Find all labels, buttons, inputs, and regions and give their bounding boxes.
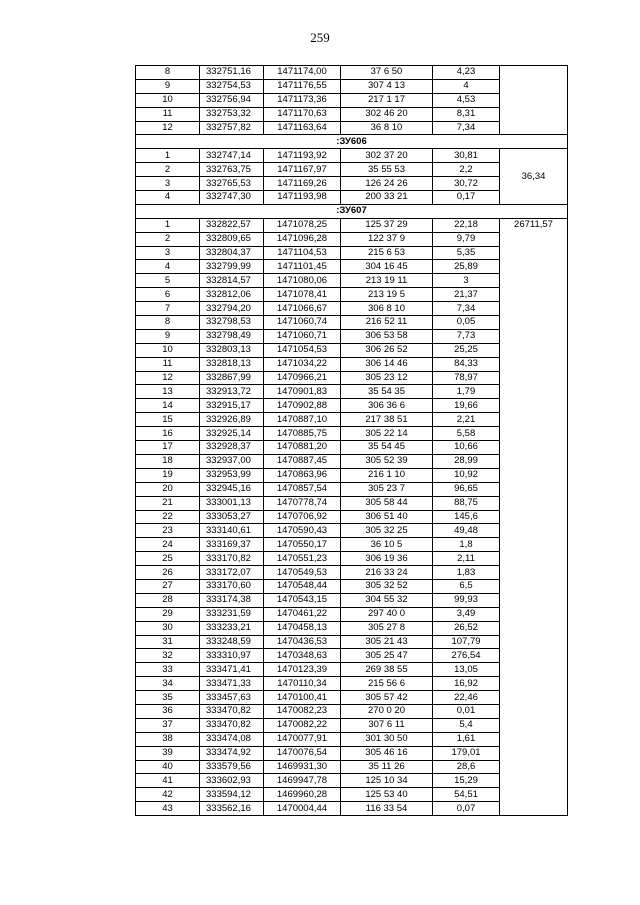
bearing-cell: 306 51 40 [341, 510, 433, 524]
bearing-cell: 305 58 44 [341, 496, 433, 510]
point-number-cell: 15 [136, 413, 200, 427]
point-number-cell: 25 [136, 552, 200, 566]
x-coordinate-cell: 332804,37 [200, 246, 264, 260]
bearing-cell: 301 30 50 [341, 732, 433, 746]
bearing-cell: 37 6 50 [341, 66, 433, 80]
distance-cell: 16,92 [433, 677, 500, 691]
distance-cell: 1,79 [433, 385, 500, 399]
bearing-cell: 307 6 11 [341, 718, 433, 732]
point-number-cell: 9 [136, 79, 200, 93]
point-number-cell: 1 [136, 218, 200, 232]
distance-cell: 4 [433, 79, 500, 93]
point-number-cell: 36 [136, 704, 200, 718]
bearing-cell: 305 52 39 [341, 454, 433, 468]
y-coordinate-cell: 1471163,64 [264, 121, 341, 135]
x-coordinate-cell: 332803,13 [200, 343, 264, 357]
bearing-cell: 35 11 26 [341, 760, 433, 774]
y-coordinate-cell: 1471167,97 [264, 163, 341, 177]
x-coordinate-cell: 333562,16 [200, 802, 264, 816]
bearing-cell: 213 19 11 [341, 274, 433, 288]
bearing-cell: 305 22 14 [341, 427, 433, 441]
y-coordinate-cell: 1471170,63 [264, 107, 341, 121]
distance-cell: 145,6 [433, 510, 500, 524]
distance-cell: 88,75 [433, 496, 500, 510]
section-header-row [136, 135, 568, 149]
y-coordinate-cell: 1470863,96 [264, 468, 341, 482]
point-number-cell: 27 [136, 579, 200, 593]
bearing-cell: 305 32 25 [341, 524, 433, 538]
distance-cell: 1,83 [433, 566, 500, 580]
y-coordinate-cell: 1470885,75 [264, 427, 341, 441]
x-coordinate-cell: 333594,12 [200, 788, 264, 802]
point-number-cell: 40 [136, 760, 200, 774]
y-coordinate-cell: 1470551,23 [264, 552, 341, 566]
distance-cell: 28,99 [433, 454, 500, 468]
x-coordinate-cell: 333233,21 [200, 621, 264, 635]
bearing-cell: 306 53 58 [341, 329, 433, 343]
y-coordinate-cell: 1470778,74 [264, 496, 341, 510]
x-coordinate-cell: 333172,07 [200, 566, 264, 580]
point-number-cell: 5 [136, 274, 200, 288]
bearing-cell: 305 21 43 [341, 635, 433, 649]
point-number-cell: 35 [136, 691, 200, 705]
point-number-cell: 3 [136, 177, 200, 191]
x-coordinate-cell: 332747,14 [200, 149, 264, 163]
x-coordinate-cell: 332915,17 [200, 399, 264, 413]
point-number-cell: 41 [136, 774, 200, 788]
point-number-cell: 2 [136, 232, 200, 246]
point-number-cell: 13 [136, 385, 200, 399]
point-number-cell: 33 [136, 663, 200, 677]
distance-cell: 30,72 [433, 177, 500, 191]
y-coordinate-cell: 1470887,10 [264, 413, 341, 427]
distance-cell: 7,73 [433, 329, 500, 343]
y-coordinate-cell: 1470458,13 [264, 621, 341, 635]
y-coordinate-cell: 1470590,43 [264, 524, 341, 538]
bearing-cell: 305 23 12 [341, 371, 433, 385]
y-coordinate-cell: 1470966,21 [264, 371, 341, 385]
point-number-cell: 30 [136, 621, 200, 635]
point-number-cell: 4 [136, 260, 200, 274]
x-coordinate-cell: 333310,97 [200, 649, 264, 663]
x-coordinate-cell: 333474,92 [200, 746, 264, 760]
y-coordinate-cell: 1471174,00 [264, 66, 341, 80]
point-number-cell: 6 [136, 288, 200, 302]
point-number-cell: 12 [136, 371, 200, 385]
point-number-cell: 32 [136, 649, 200, 663]
point-number-cell: 42 [136, 788, 200, 802]
bearing-cell: 306 19 36 [341, 552, 433, 566]
x-coordinate-cell: 333169,37 [200, 538, 264, 552]
y-coordinate-cell: 1471176,55 [264, 79, 341, 93]
distance-cell: 1,8 [433, 538, 500, 552]
distance-cell: 99,93 [433, 593, 500, 607]
point-number-cell: 10 [136, 343, 200, 357]
x-coordinate-cell: 332926,89 [200, 413, 264, 427]
y-coordinate-cell: 1470348,63 [264, 649, 341, 663]
distance-cell: 25,25 [433, 343, 500, 357]
x-coordinate-cell: 333053,27 [200, 510, 264, 524]
bearing-cell: 122 37 9 [341, 232, 433, 246]
x-coordinate-cell: 332751,16 [200, 66, 264, 80]
bearing-cell: 302 46 20 [341, 107, 433, 121]
y-coordinate-cell: 1470706,92 [264, 510, 341, 524]
x-coordinate-cell: 333001,13 [200, 496, 264, 510]
y-coordinate-cell: 1470461,22 [264, 607, 341, 621]
point-number-cell: 38 [136, 732, 200, 746]
bearing-cell: 35 54 45 [341, 441, 433, 455]
point-number-cell: 34 [136, 677, 200, 691]
distance-cell: 276,54 [433, 649, 500, 663]
distance-cell: 179,01 [433, 746, 500, 760]
y-coordinate-cell: 1471173,36 [264, 93, 341, 107]
y-coordinate-cell: 1469960,28 [264, 788, 341, 802]
x-coordinate-cell: 332812,06 [200, 288, 264, 302]
x-coordinate-cell: 333170,82 [200, 552, 264, 566]
point-number-cell: 37 [136, 718, 200, 732]
distance-cell: 0,17 [433, 191, 500, 205]
point-number-cell: 10 [136, 93, 200, 107]
bearing-cell: 305 25 47 [341, 649, 433, 663]
y-coordinate-cell: 1470436,53 [264, 635, 341, 649]
x-coordinate-cell: 332753,32 [200, 107, 264, 121]
point-number-cell: 26 [136, 566, 200, 580]
distance-cell: 28,6 [433, 760, 500, 774]
distance-cell: 2,2 [433, 163, 500, 177]
y-coordinate-cell: 1471078,25 [264, 218, 341, 232]
distance-cell: 3 [433, 274, 500, 288]
x-coordinate-cell: 333579,56 [200, 760, 264, 774]
distance-cell: 5,4 [433, 718, 500, 732]
y-coordinate-cell: 1471054,53 [264, 343, 341, 357]
point-number-cell: 17 [136, 441, 200, 455]
y-coordinate-cell: 1470123,39 [264, 663, 341, 677]
x-coordinate-cell: 332794,20 [200, 302, 264, 316]
x-coordinate-cell: 332818,13 [200, 357, 264, 371]
y-coordinate-cell: 1470077,91 [264, 732, 341, 746]
point-number-cell: 28 [136, 593, 200, 607]
coordinates-table [135, 65, 568, 816]
bearing-cell: 35 55 53 [341, 163, 433, 177]
table-row [136, 66, 568, 80]
distance-cell: 107,79 [433, 635, 500, 649]
y-coordinate-cell: 1470110,34 [264, 677, 341, 691]
section-header-row [136, 204, 568, 218]
distance-cell: 22,18 [433, 218, 500, 232]
point-number-cell: 8 [136, 66, 200, 80]
bearing-cell: 215 6 53 [341, 246, 433, 260]
point-number-cell: 29 [136, 607, 200, 621]
y-coordinate-cell: 1470887,45 [264, 454, 341, 468]
x-coordinate-cell: 332814,57 [200, 274, 264, 288]
y-coordinate-cell: 1470901,83 [264, 385, 341, 399]
y-coordinate-cell: 1471169,26 [264, 177, 341, 191]
y-coordinate-cell: 1470076,54 [264, 746, 341, 760]
bearing-cell: 217 38 51 [341, 413, 433, 427]
y-coordinate-cell: 1471104,53 [264, 246, 341, 260]
distance-cell: 4,23 [433, 66, 500, 80]
y-coordinate-cell: 1471060,71 [264, 329, 341, 343]
bearing-cell: 297 40 0 [341, 607, 433, 621]
distance-cell: 54,51 [433, 788, 500, 802]
bearing-cell: 304 16 45 [341, 260, 433, 274]
distance-cell: 3,49 [433, 607, 500, 621]
y-coordinate-cell: 1470543,15 [264, 593, 341, 607]
x-coordinate-cell: 332747,30 [200, 191, 264, 205]
bearing-cell: 125 53 40 [341, 788, 433, 802]
x-coordinate-cell: 332937,00 [200, 454, 264, 468]
point-number-cell: 19 [136, 468, 200, 482]
area-cell: 36,34 [500, 149, 568, 205]
point-number-cell: 23 [136, 524, 200, 538]
bearing-cell: 269 38 55 [341, 663, 433, 677]
point-number-cell: 31 [136, 635, 200, 649]
y-coordinate-cell: 1471060,74 [264, 316, 341, 330]
x-coordinate-cell: 333231,59 [200, 607, 264, 621]
bearing-cell: 305 27 8 [341, 621, 433, 635]
y-coordinate-cell: 1471101,45 [264, 260, 341, 274]
area-cell: 26711,57 [500, 218, 568, 815]
distance-cell: 10,92 [433, 468, 500, 482]
bearing-cell: 306 36 6 [341, 399, 433, 413]
area-cell [500, 66, 568, 135]
distance-cell: 9,79 [433, 232, 500, 246]
bearing-cell: 116 33 54 [341, 802, 433, 816]
bearing-cell: 215 56 6 [341, 677, 433, 691]
distance-cell: 21,37 [433, 288, 500, 302]
bearing-cell: 305 46 16 [341, 746, 433, 760]
bearing-cell: 216 1 10 [341, 468, 433, 482]
point-number-cell: 1 [136, 149, 200, 163]
x-coordinate-cell: 333602,93 [200, 774, 264, 788]
x-coordinate-cell: 333474,08 [200, 732, 264, 746]
y-coordinate-cell: 1471078,41 [264, 288, 341, 302]
x-coordinate-cell: 332913,72 [200, 385, 264, 399]
x-coordinate-cell: 332953,99 [200, 468, 264, 482]
distance-cell: 4,53 [433, 93, 500, 107]
bearing-cell: 306 8 10 [341, 302, 433, 316]
distance-cell: 6,5 [433, 579, 500, 593]
distance-cell: 84,33 [433, 357, 500, 371]
distance-cell: 5,58 [433, 427, 500, 441]
distance-cell: 8,31 [433, 107, 500, 121]
x-coordinate-cell: 332763,75 [200, 163, 264, 177]
bearing-cell: 36 10 5 [341, 538, 433, 552]
bearing-cell: 306 14 46 [341, 357, 433, 371]
point-number-cell: 20 [136, 482, 200, 496]
x-coordinate-cell: 332925,14 [200, 427, 264, 441]
y-coordinate-cell: 1470881,20 [264, 441, 341, 455]
point-number-cell: 8 [136, 316, 200, 330]
x-coordinate-cell: 332945,16 [200, 482, 264, 496]
x-coordinate-cell: 332765,53 [200, 177, 264, 191]
bearing-cell: 36 8 10 [341, 121, 433, 135]
bearing-cell: 200 33 21 [341, 191, 433, 205]
y-coordinate-cell: 1470550,17 [264, 538, 341, 552]
distance-cell: 96,65 [433, 482, 500, 496]
point-number-cell: 11 [136, 107, 200, 121]
bearing-cell: 125 10 34 [341, 774, 433, 788]
bearing-cell: 270 0 20 [341, 704, 433, 718]
x-coordinate-cell: 332809,65 [200, 232, 264, 246]
point-number-cell: 12 [136, 121, 200, 135]
y-coordinate-cell: 1469947,78 [264, 774, 341, 788]
bearing-cell: 305 23 7 [341, 482, 433, 496]
x-coordinate-cell: 333140,61 [200, 524, 264, 538]
y-coordinate-cell: 1470100,41 [264, 691, 341, 705]
bearing-cell: 217 1 17 [341, 93, 433, 107]
y-coordinate-cell: 1470548,44 [264, 579, 341, 593]
point-number-cell: 18 [136, 454, 200, 468]
x-coordinate-cell: 332798,49 [200, 329, 264, 343]
y-coordinate-cell: 1471080,06 [264, 274, 341, 288]
bearing-cell: 304 55 32 [341, 593, 433, 607]
y-coordinate-cell: 1471096,28 [264, 232, 341, 246]
distance-cell: 10,66 [433, 441, 500, 455]
bearing-cell: 35 54 35 [341, 385, 433, 399]
page-number: 259 [310, 30, 330, 45]
distance-cell: 7,34 [433, 302, 500, 316]
bearing-cell: 307 4 13 [341, 79, 433, 93]
point-number-cell: 16 [136, 427, 200, 441]
point-number-cell: 2 [136, 163, 200, 177]
distance-cell: 15,29 [433, 774, 500, 788]
distance-cell: 7,34 [433, 121, 500, 135]
distance-cell: 0,07 [433, 802, 500, 816]
x-coordinate-cell: 333248,59 [200, 635, 264, 649]
distance-cell: 49,48 [433, 524, 500, 538]
y-coordinate-cell: 1471193,92 [264, 149, 341, 163]
x-coordinate-cell: 332798,53 [200, 316, 264, 330]
bearing-cell: 302 37 20 [341, 149, 433, 163]
y-coordinate-cell: 1471034,22 [264, 357, 341, 371]
bearing-cell: 126 24 26 [341, 177, 433, 191]
y-coordinate-cell: 1470549,53 [264, 566, 341, 580]
distance-cell: 19,66 [433, 399, 500, 413]
x-coordinate-cell: 333471,41 [200, 663, 264, 677]
point-number-cell: 24 [136, 538, 200, 552]
section-title: :ЗУ607 [136, 204, 568, 218]
point-number-cell: 3 [136, 246, 200, 260]
point-number-cell: 7 [136, 302, 200, 316]
x-coordinate-cell: 332867,99 [200, 371, 264, 385]
x-coordinate-cell: 333471,33 [200, 677, 264, 691]
distance-cell: 78,97 [433, 371, 500, 385]
distance-cell: 26,52 [433, 621, 500, 635]
bearing-cell: 306 26 52 [341, 343, 433, 357]
y-coordinate-cell: 1470902,88 [264, 399, 341, 413]
distance-cell: 25,89 [433, 260, 500, 274]
distance-cell: 30,81 [433, 149, 500, 163]
y-coordinate-cell: 1470082,23 [264, 704, 341, 718]
x-coordinate-cell: 332799,99 [200, 260, 264, 274]
bearing-cell: 305 57 42 [341, 691, 433, 705]
y-coordinate-cell: 1470004,44 [264, 802, 341, 816]
y-coordinate-cell: 1470857,54 [264, 482, 341, 496]
x-coordinate-cell: 333457,63 [200, 691, 264, 705]
bearing-cell: 216 52 11 [341, 316, 433, 330]
distance-cell: 5,35 [433, 246, 500, 260]
x-coordinate-cell: 332757,82 [200, 121, 264, 135]
y-coordinate-cell: 1470082,22 [264, 718, 341, 732]
table-row [136, 218, 568, 232]
distance-cell: 2,11 [433, 552, 500, 566]
section-title: :ЗУ606 [136, 135, 568, 149]
y-coordinate-cell: 1471193,98 [264, 191, 341, 205]
x-coordinate-cell: 333170,60 [200, 579, 264, 593]
distance-cell: 1,61 [433, 732, 500, 746]
x-coordinate-cell: 332756,94 [200, 93, 264, 107]
distance-cell: 0,05 [433, 316, 500, 330]
distance-cell: 22,46 [433, 691, 500, 705]
point-number-cell: 11 [136, 357, 200, 371]
y-coordinate-cell: 1469931,30 [264, 760, 341, 774]
x-coordinate-cell: 332928,37 [200, 441, 264, 455]
point-number-cell: 14 [136, 399, 200, 413]
x-coordinate-cell: 333470,82 [200, 718, 264, 732]
x-coordinate-cell: 332822,57 [200, 218, 264, 232]
distance-cell: 2,21 [433, 413, 500, 427]
bearing-cell: 305 32 52 [341, 579, 433, 593]
point-number-cell: 43 [136, 802, 200, 816]
x-coordinate-cell: 332754,53 [200, 79, 264, 93]
point-number-cell: 9 [136, 329, 200, 343]
bearing-cell: 213 19 5 [341, 288, 433, 302]
x-coordinate-cell: 333470,82 [200, 704, 264, 718]
point-number-cell: 21 [136, 496, 200, 510]
distance-cell: 13,05 [433, 663, 500, 677]
bearing-cell: 125 37 29 [341, 218, 433, 232]
point-number-cell: 22 [136, 510, 200, 524]
x-coordinate-cell: 333174,38 [200, 593, 264, 607]
bearing-cell: 216 33 24 [341, 566, 433, 580]
point-number-cell: 4 [136, 191, 200, 205]
distance-cell: 0,01 [433, 704, 500, 718]
table-row [136, 149, 568, 163]
y-coordinate-cell: 1471066,67 [264, 302, 341, 316]
point-number-cell: 39 [136, 746, 200, 760]
